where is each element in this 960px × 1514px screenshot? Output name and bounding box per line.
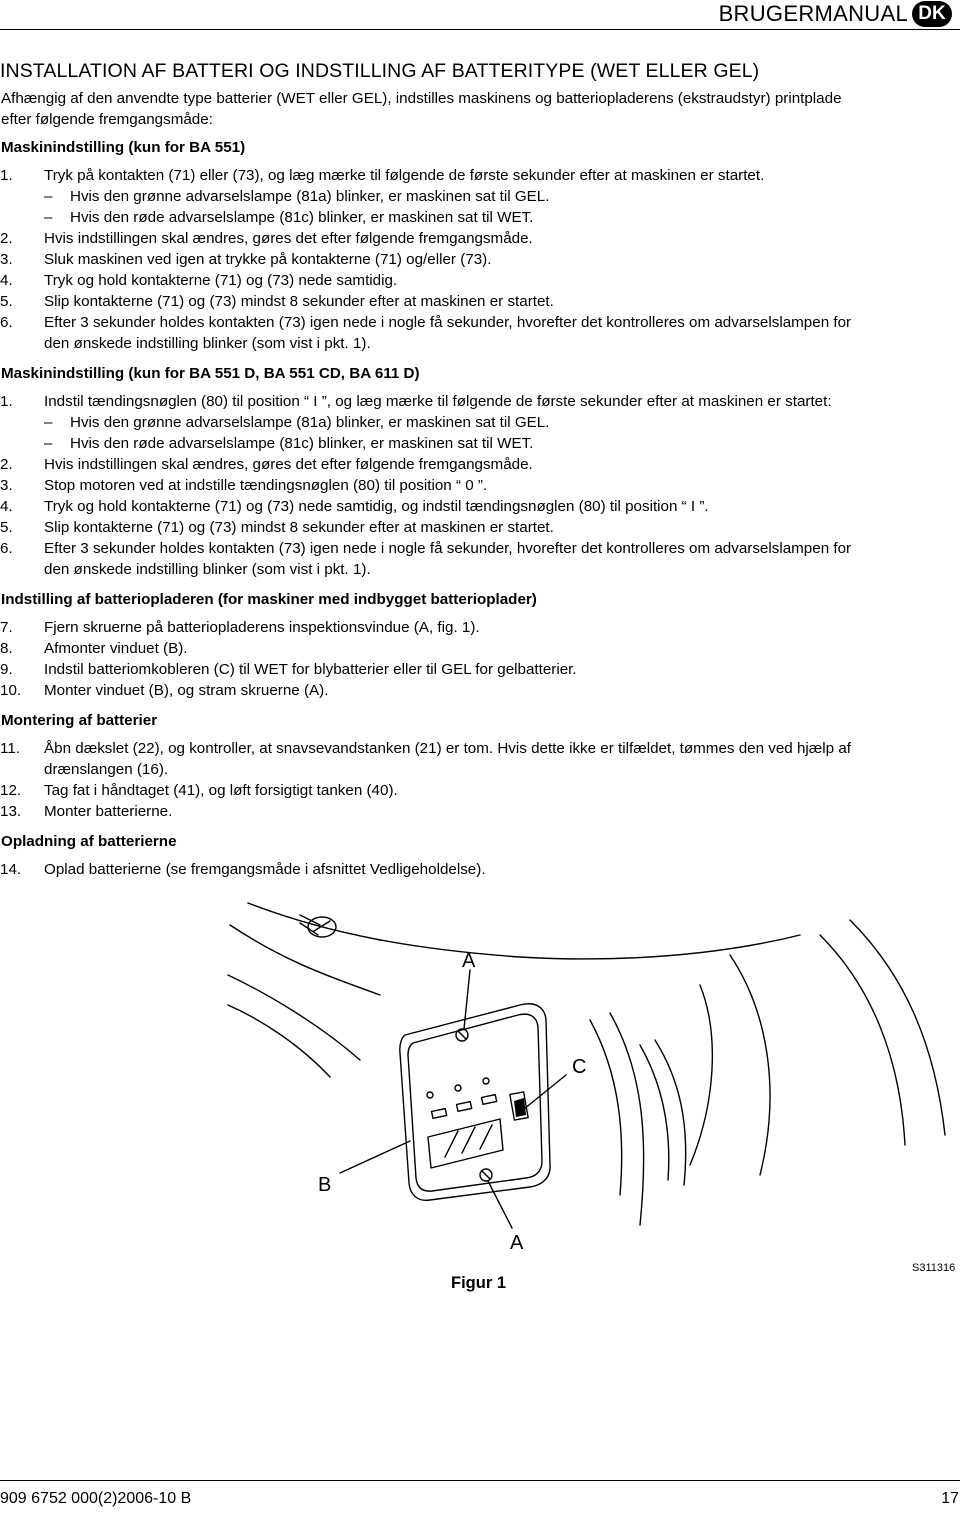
item-text: Slip kontakterne (71) og (73) mindst 8 sekunder efter at maskinen er startet. [44, 519, 554, 536]
section-heading: Opladning af batterierne [1, 833, 177, 850]
section-heading: Indstilling af batteriopladeren (for maskiner med indbygget batterioplader) [1, 591, 537, 608]
item-text: Monter vinduet (B), og stram skruerne (A). [44, 682, 329, 699]
footer-rule [0, 1480, 960, 1481]
item-text: Tryk og hold kontakterne (71) og (73) nede samtidig. [44, 272, 398, 289]
item-text: drænslangen (16). [44, 761, 169, 778]
list-item [0, 780, 960, 801]
item-number: 4. [0, 498, 13, 515]
indicator [482, 1095, 497, 1105]
section-heading: Montering af batterier [1, 712, 158, 729]
item-text: Efter 3 sekunder holdes kontakten (73) igen nede i nogle få sekunder, hvorefter det kontrolleres om advarselslampen for [44, 540, 852, 557]
label-b: B [318, 1174, 332, 1196]
item-text: Efter 3 sekunder holdes kontakten (73) igen nede i nogle få sekunder, hvorefter det kontrolleres om advarselslampen for [44, 314, 852, 331]
item-number: 2. [0, 230, 13, 247]
list-item [0, 454, 960, 475]
machine-edge-left [228, 975, 360, 1060]
item-number: 11. [0, 740, 20, 757]
item-text: Hvis den grønne advarselslampe (81a) blinker, er maskinen sat til GEL. [70, 188, 550, 205]
header-rule [0, 29, 960, 30]
intro-line-1: Afhængig af den anvendte type batterier (WET eller GEL), indstilles maskinens og batteriopladerens (ekstraudstyr) printplade [1, 90, 842, 107]
item-number: 5. [0, 293, 13, 310]
section-heading: Maskinindstilling (kun for BA 551 D, BA 551 CD, BA 611 D) [1, 365, 420, 382]
section-heading: Maskinindstilling (kun for BA 551) [1, 139, 246, 156]
machine-groove-2 [655, 1040, 686, 1185]
list-item [0, 859, 960, 880]
leader-a-bottom [488, 1181, 512, 1228]
list-item [0, 638, 960, 659]
item-text: Sluk maskinen ved igen at trykke på kontakterne (71) og/eller (73). [44, 251, 492, 268]
machine-outline-top [248, 903, 800, 959]
led [427, 1092, 433, 1098]
machine-edge-far-right-2 [850, 920, 945, 1135]
item-text: Fjern skruerne på batteriopladerens inspektionsvindue (A, fig. 1). [44, 619, 480, 636]
item-number: 6. [0, 540, 13, 557]
item-text: Tag fat i håndtaget (41), og løft forsigtigt tanken (40). [44, 782, 398, 799]
item-number: 3. [0, 251, 13, 268]
item-number: 10. [0, 682, 22, 699]
item-text: Hvis den grønne advarselslampe (81a) blinker, er maskinen sat til GEL. [70, 414, 550, 431]
list-item [0, 312, 960, 354]
indicator [457, 1102, 472, 1112]
item-text: den ønskede indstilling blinker (som vist i pkt. 1). [44, 335, 371, 352]
item-text: den ønskede indstilling blinker (som vist i pkt. 1). [44, 561, 371, 578]
item-number: 1. [0, 393, 13, 410]
footer-doc-number: 909 6752 000(2)2006-10 B [0, 1490, 192, 1507]
led [483, 1078, 489, 1084]
sub-item [0, 412, 960, 433]
content [0, 88, 960, 880]
item-text: Tryk og hold kontakterne (71) og (73) nede samtidig, og indstil tændingsnøglen (80) til position “ I ”. [44, 498, 709, 515]
sub-item [0, 207, 960, 228]
list-item [0, 228, 960, 249]
item-number: 9. [0, 661, 13, 678]
list-item [0, 165, 960, 186]
language-badge: DK [912, 1, 952, 27]
figure-caption: Figur 1 [451, 1274, 507, 1292]
leader-a-top [464, 970, 470, 1029]
machine-edge-arc-2 [610, 1013, 644, 1225]
label-a-top: A [462, 950, 476, 972]
list-item [0, 538, 960, 580]
item-number: 12. [0, 782, 22, 799]
leader-c [524, 1075, 566, 1109]
header-title: BRUGERMANUAL [718, 1, 908, 26]
item-number: 14. [0, 861, 22, 878]
item-number: 2. [0, 456, 13, 473]
list-item [0, 249, 960, 270]
list-item [0, 617, 960, 638]
item-text: Hvis den røde advarselslampe (81c) blinker, er maskinen sat til WET. [70, 209, 534, 226]
machine-edge-arc [590, 1020, 622, 1195]
item-text: Slip kontakterne (71) og (73) mindst 8 sekunder efter at maskinen er startet. [44, 293, 554, 310]
figure-illustration [0, 895, 960, 1310]
item-number: 3. [0, 477, 13, 494]
list-item [0, 496, 960, 517]
item-text: Tryk på kontakten (71) eller (73), og læg mærke til følgende de første sekunder efter at maskinen er startet. [44, 167, 765, 184]
list-item [0, 475, 960, 496]
machine-edge-left-2 [228, 1005, 330, 1077]
item-text: Oplad batterierne (se fremgangsmåde i afsnittet Vedligeholdelse). [44, 861, 486, 878]
list-item [0, 517, 960, 538]
item-text: Hvis den røde advarselslampe (81c) blinker, er maskinen sat til WET. [70, 435, 534, 452]
dash-marker: – [44, 188, 53, 205]
item-text: Hvis indstillingen skal ændres, gøres det efter følgende fremgangsmåde. [44, 456, 533, 473]
machine-groove [640, 1045, 669, 1180]
item-number: 6. [0, 314, 13, 331]
page-number: 17 [941, 1490, 959, 1507]
dash-marker: – [44, 414, 53, 431]
sub-item [0, 433, 960, 454]
item-number: 4. [0, 272, 13, 289]
label-a-bottom: A [510, 1232, 524, 1254]
item-text: Afmonter vinduet (B). [44, 640, 188, 657]
list-item [0, 659, 960, 680]
item-number: 7. [0, 619, 13, 636]
list-item [0, 738, 960, 780]
intro-line-2: efter følgende fremgangsmåde: [1, 111, 213, 128]
item-number: 8. [0, 640, 13, 657]
list-item [0, 680, 960, 701]
led [455, 1085, 461, 1091]
list-item [0, 291, 960, 312]
machine-edge-far-right [820, 935, 905, 1145]
item-text: Indstil batteriomkobleren (C) til WET for blybatterier eller til GEL for gelbatterier. [44, 661, 577, 678]
figure-code: S311316 [912, 1262, 956, 1274]
list-item [0, 270, 960, 291]
leader-b [340, 1141, 410, 1173]
item-number: 1. [0, 167, 13, 184]
page-title: INSTALLATION AF BATTERI OG INDSTILLING AF BATTERITYPE (WET ELLER GEL) [0, 60, 760, 82]
list-item [0, 801, 960, 822]
item-text: Indstil tændingsnøglen (80) til position “ I ”, og læg mærke til følgende de første sekunder efter at maskinen er startet: [44, 393, 832, 410]
label-c: C [572, 1056, 587, 1078]
machine-edge-right [690, 985, 712, 1165]
item-number: 13. [0, 803, 22, 820]
item-text: Stop motoren ved at indstille tændingsnøglen (80) til position “ 0 ”. [44, 477, 488, 494]
item-number: 5. [0, 519, 13, 536]
item-text: Monter batterierne. [44, 803, 173, 820]
sub-item [0, 186, 960, 207]
dash-marker: – [44, 435, 53, 452]
inspection-window [400, 1004, 550, 1201]
machine-edge-right-2 [730, 955, 770, 1175]
item-text: Åbn dækslet (22), og kontroller, at snavsevandstanken (21) er tom. Hvis dette ikke er tilfældet, tømmes den ved hjælp af [44, 740, 851, 757]
indicator [432, 1109, 447, 1119]
item-text: Hvis indstillingen skal ændres, gøres det efter følgende fremgangsmåde. [44, 230, 533, 247]
list-item [0, 391, 960, 412]
dash-marker: – [44, 209, 53, 226]
